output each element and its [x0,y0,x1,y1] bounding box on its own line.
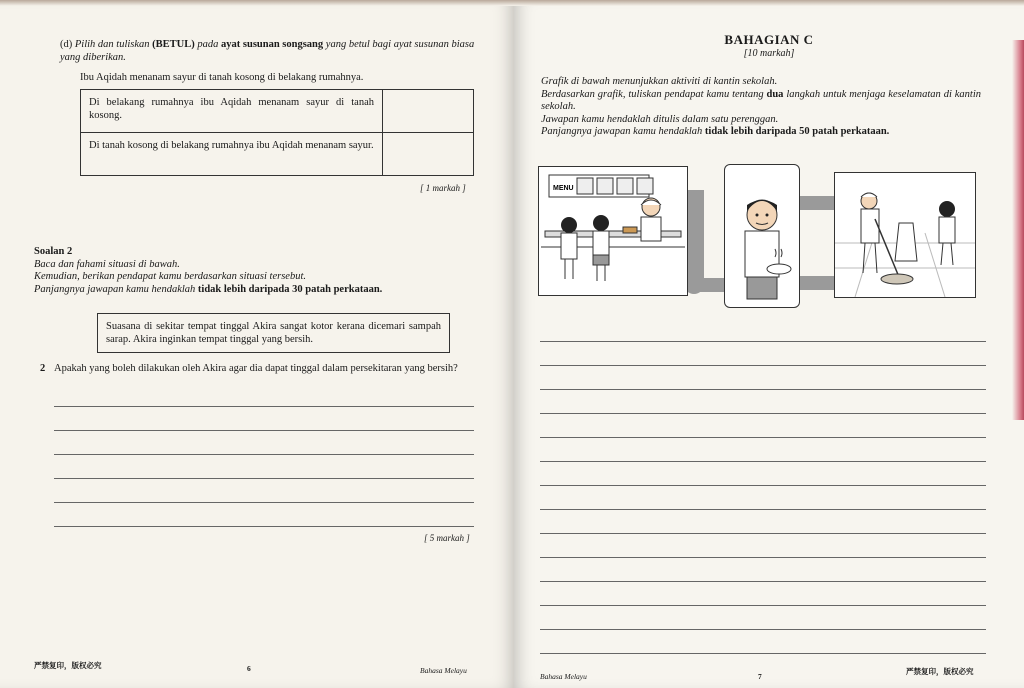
section-heading: BAHAGIAN C [724,32,814,47]
table-row [81,90,474,133]
option-2-answer-cell[interactable] [383,133,474,176]
answer-line[interactable] [54,526,474,527]
answer-line[interactable] [540,605,986,606]
question-2 [40,362,480,375]
option-1-answer-cell[interactable] [383,90,474,133]
answer-line[interactable] [540,413,986,414]
answer-line[interactable] [540,365,986,366]
footer-subject: Bahasa Melayu [420,666,467,675]
answer-line[interactable] [540,533,986,534]
section-marks: [10 markah] [743,48,795,59]
answer-line[interactable] [54,406,474,407]
marks-5: [ 5 markah ] [424,533,470,543]
answer-line[interactable] [540,509,986,510]
option-1-text: Di belakang rumahnya ibu Aqidah menanam sayur di tanah kosong. [81,90,383,133]
page-red-edge [1012,40,1024,420]
answer-line[interactable] [54,430,474,431]
answer-line[interactable] [540,341,986,342]
answer-line[interactable] [54,454,474,455]
answer-line[interactable] [540,437,986,438]
boy-with-soup-illustration [725,165,799,307]
answer-line[interactable] [540,629,986,630]
question-d-label: (d) [60,39,73,50]
table-row [81,133,474,176]
soalan-2-instructions: Soalan 2 Baca dan fahami situasi di bawah. Kemudian, berikan pendapat kamu berdasarkan situasi tersebut. Panjangnya jawapan kamu hendaklah tidak lebih daripada 30 patah perkataan. [34,246,474,296]
option-2-text: Di tanah kosong di belakang rumahnya ibu Aqidah menanam sayur. [81,133,383,176]
question-2-text: Apakah yang boleh dilakukan oleh Akira agar dia dapat tinggal dalam persekitaran yang bersih? [54,363,458,374]
question-d-instruction: (d) Pilih dan tuliskan (BETUL) pada ayat susunan songsang yang betul bagi ayat susunan biasa yang diberikan. [60,39,475,63]
menu-sign-text: MENU [553,185,574,192]
section-c-instructions: Grafik di bawah menunjukkan aktiviti di kantin sekolah. Berdasarkan grafik, tuliskan pendapat kamu tentang dua langkah untuk menjaga keselamatan di kantin sekolah. Jawapan kamu hendaklah ditulis dalam satu perenggan. Panjangnya jawapan kamu hendaklah tidak lebih daripada 50 patah perkataan. [541,76,981,137]
page-top-edge [0,0,514,6]
answer-line[interactable] [540,581,986,582]
cleaning-floor-panel [834,172,976,298]
footer-copyright: 严禁复印，版权必究 [34,661,102,670]
answer-line[interactable] [54,478,474,479]
base-sentence: Ibu Aqidah menanam sayur di tanah kosong di belakang rumahnya. [80,72,364,83]
footer-subject: Bahasa Melayu [540,672,587,681]
answer-options-table [80,89,474,176]
marks-1: [ 1 markah ] [420,183,466,193]
canteen-queue-panel [538,166,688,296]
answer-line[interactable] [540,653,986,654]
situation-box: Suasana di sekitar tempat tinggal Akira sangat kotor kerana dicemari sampah sarap. Akira inginkan tempat tinggal yang bersih. [97,313,450,353]
question-2-number: 2 [40,363,46,374]
canteen-queue-illustration [539,167,687,295]
page-top-edge [514,0,1024,6]
answer-line[interactable] [54,502,474,503]
footer-copyright: 严禁复印，版权必究 [906,667,974,676]
boy-with-soup-panel [724,164,800,308]
soalan-2-heading: Soalan 2 [34,246,73,257]
section-title [709,32,829,59]
answer-line[interactable] [540,485,986,486]
answer-line[interactable] [540,461,986,462]
footer-page-number: 6 [247,664,251,673]
answer-line[interactable] [540,389,986,390]
answer-line[interactable] [540,557,986,558]
footer-page-number: 7 [758,672,762,681]
right-page [514,0,1024,688]
cleaning-floor-illustration [835,173,975,297]
